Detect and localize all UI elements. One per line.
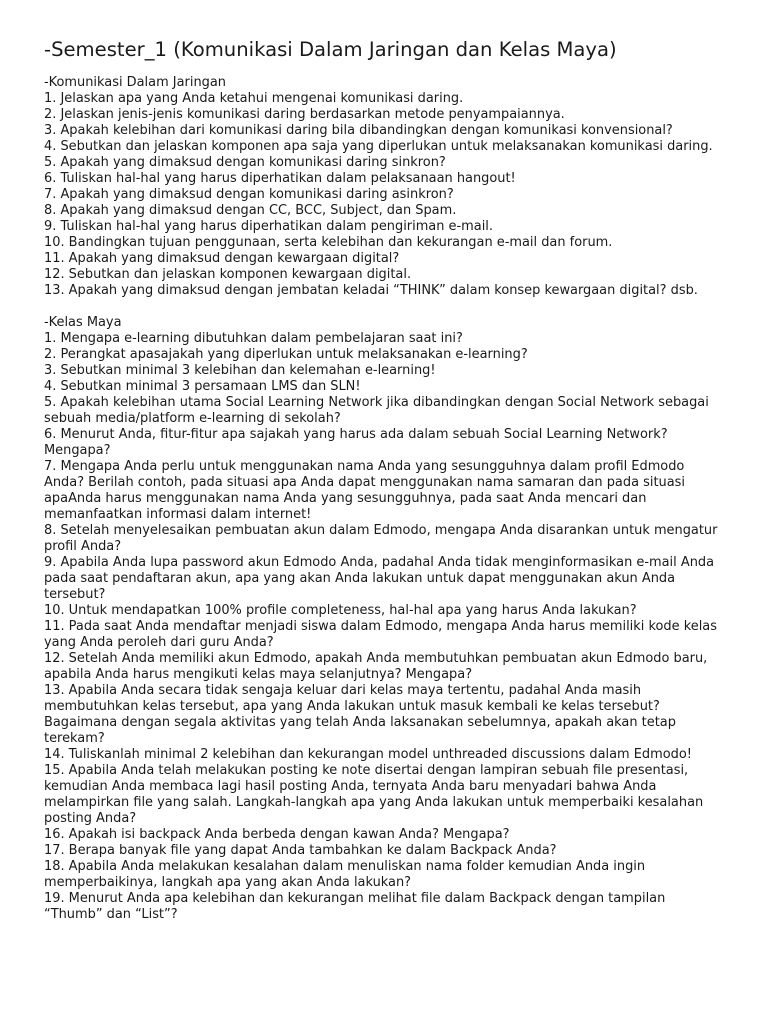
question-item: 10. Untuk mendapatkan 100% profile completeness, hal-hal apa yang harus Anda lakukan? <box>44 603 637 618</box>
question-list <box>44 91 724 299</box>
section-heading: -Komunikasi Dalam Jaringan <box>44 75 226 90</box>
question-item: 19. Menurut Anda apa kelebihan dan kekurangan melihat file dalam Backpack dengan tampilan “Thumb” dan “List”? <box>44 891 666 922</box>
question-item: 18. Apabila Anda melakukan kesalahan dalam menuliskan nama folder kemudian Anda ingin memperbaikinya, langkah apa yang akan Anda lakukan? <box>44 859 646 890</box>
question-item: 8. Apakah yang dimaksud dengan CC, BCC, Subject, dan Spam. <box>44 203 457 218</box>
question-item: 12. Sebutkan dan jelaskan komponen kewargaan digital. <box>44 267 412 282</box>
question-item: 13. Apabila Anda secara tidak sengaja keluar dari kelas maya tertentu, padahal Anda masih membutuhkan kelas tersebut, apa yang Anda lakukan untuk masuk kembali ke kelas tersebut? Bagaimana dengan segala aktivitas yang telah Anda laksanakan sebelumnya, apakah akan tetap terekam? <box>44 683 676 746</box>
question-item: 12. Setelah Anda memiliki akun Edmodo, apakah Anda membutuhkan pembuatan akun Edmodo baru, apabila Anda harus mengikuti kelas maya selanjutnya? Mengapa? <box>44 651 708 682</box>
question-item: 5. Apakah kelebihan utama Social Learning Network jika dibandingkan dengan Social Network sebagai sebuah media/platform e-learning di sekolah? <box>44 395 709 426</box>
question-item: 13. Apakah yang dimaksud dengan jembatan keladai “THINK” dalam konsep kewargaan digital? dsb. <box>44 283 698 298</box>
question-item: 7. Mengapa Anda perlu untuk menggunakan nama Anda yang sesungguhnya dalam profil Edmodo Anda? Berilah contoh, pada situasi apa Anda dapat menggunakan nama samaran dan pada situasi apaAnda harus menggunakan nama Anda yang sesungguhnya, pada saat Anda mencari dan memanfaatkan informasi dalam internet! <box>44 459 685 522</box>
question-item: 4. Sebutkan dan jelaskan komponen apa saja yang diperlukan untuk melaksanakan komunikasi daring. <box>44 139 713 154</box>
question-item: 8. Setelah menyelesaikan pembuatan akun dalam Edmodo, mengapa Anda disarankan untuk mengatur profil Anda? <box>44 523 718 554</box>
question-item: 2. Perangkat apasajakah yang diperlukan untuk melaksanakan e-learning? <box>44 347 528 362</box>
question-item: 15. Apabila Anda telah melakukan posting ke note disertai dengan lampiran sebuah file presentasi, kemudian Anda membaca lagi hasil posting Anda, ternyata Anda baru menyadari bahwa Anda melampirkan file yang salah. Langkah-langkah apa yang Anda lakukan untuk memperbaiki kesalahan posting Anda? <box>44 763 704 826</box>
question-item: 10. Bandingkan tujuan penggunaan, serta kelebihan dan kekurangan e-mail dan forum. <box>44 235 613 250</box>
question-item: 14. Tuliskanlah minimal 2 kelebihan dan kekurangan model unthreaded discussions dalam Edmodo! <box>44 747 692 762</box>
question-item: 16. Apakah isi backpack Anda berbeda dengan kawan Anda? Mengapa? <box>44 827 510 842</box>
question-item: 1. Jelaskan apa yang Anda ketahui mengenai komunikasi daring. <box>44 91 464 106</box>
question-item: 3. Apakah kelebihan dari komunikasi daring bila dibandingkan dengan komunikasi konvensional? <box>44 123 673 138</box>
question-item: 4. Sebutkan minimal 3 persamaan LMS dan SLN! <box>44 379 361 394</box>
question-item: 7. Apakah yang dimaksud dengan komunikasi daring asinkron? <box>44 187 454 202</box>
question-item: 17. Berapa banyak file yang dapat Anda tambahkan ke dalam Backpack Anda? <box>44 843 557 858</box>
question-item: 2. Jelaskan jenis-jenis komunikasi daring berdasarkan metode penyampaiannya. <box>44 107 565 122</box>
question-item: 11. Pada saat Anda mendaftar menjadi siswa dalam Edmodo, mengapa Anda harus memiliki kode kelas yang Anda peroleh dari guru Anda? <box>44 619 717 650</box>
section-kelas-maya <box>44 315 724 923</box>
question-item: 9. Tuliskan hal-hal yang harus diperhatikan dalam pengiriman e-mail. <box>44 219 494 234</box>
question-item: 6. Tuliskan hal-hal yang harus diperhatikan dalam pelaksanaan hangout! <box>44 171 516 186</box>
question-list <box>44 331 724 923</box>
section-heading: -Kelas Maya <box>44 315 122 330</box>
question-item: 1. Mengapa e-learning dibutuhkan dalam pembelajaran saat ini? <box>44 331 463 346</box>
question-item: 3. Sebutkan minimal 3 kelebihan dan kelemahan e-learning! <box>44 363 436 378</box>
question-item: 11. Apakah yang dimaksud dengan kewargaan digital? <box>44 251 400 266</box>
question-item: 5. Apakah yang dimaksud dengan komunikasi daring sinkron? <box>44 155 446 170</box>
section-komunikasi-dalam-jaringan <box>44 75 724 299</box>
question-item: 6. Menurut Anda, fitur-fitur apa sajakah yang harus ada dalam sebuah Social Learning Network? Mengapa? <box>44 427 668 458</box>
question-item: 9. Apabila Anda lupa password akun Edmodo Anda, padahal Anda tidak menginformasikan e-mail Anda pada saat pendaftaran akun, apa yang akan Anda lakukan untuk dapat menggunakan akun Anda tersebut? <box>44 555 715 602</box>
document-title: -Semester_1 (Komunikasi Dalam Jaringan dan Kelas Maya) <box>44 38 617 61</box>
